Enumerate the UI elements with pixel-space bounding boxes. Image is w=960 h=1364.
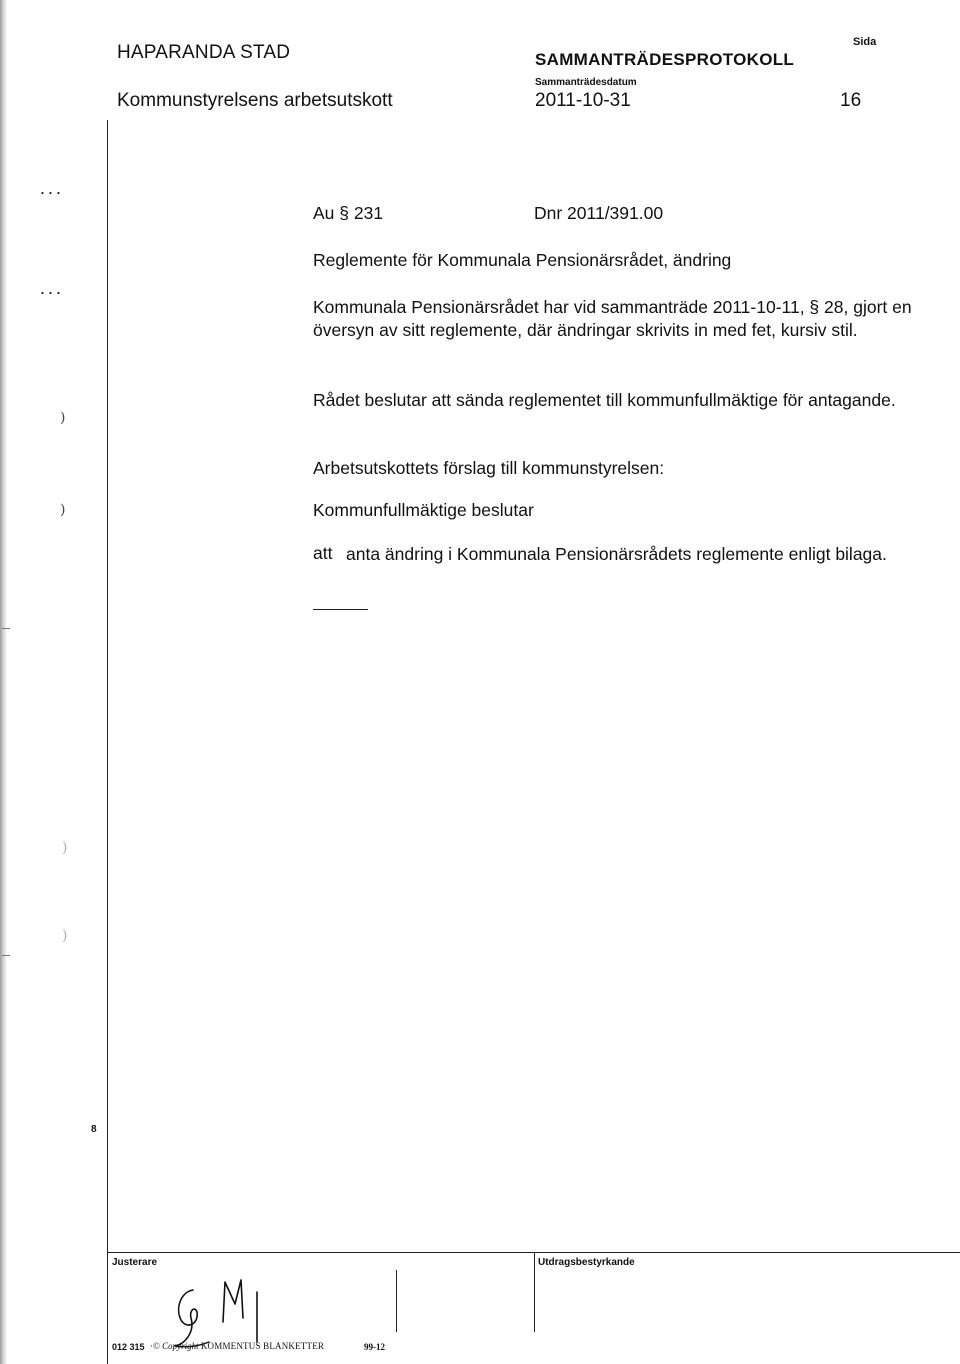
meeting-date: 2011-10-31 xyxy=(535,90,631,111)
case-title: Reglemente för Kommunala Pensionärsrådet, ändring xyxy=(313,250,732,270)
proposal-heading: Arbetsutskottets förslag till kommunstyrelsen: xyxy=(313,458,665,478)
margin-dots: ... xyxy=(40,178,65,198)
case-body-2: Rådet beslutar att sända reglementet till kommunfullmäktige för antagande. xyxy=(313,390,896,410)
document-type: SAMMANTRÄDESPROTOKOLL xyxy=(535,50,795,69)
scan-tick xyxy=(2,955,10,956)
date-label: Sammanträdesdatum xyxy=(535,77,637,88)
signature-initials xyxy=(165,1262,285,1352)
end-rule xyxy=(313,609,368,610)
page-number: 16 xyxy=(840,90,862,111)
decision-text: anta ändring i Kommunala Pensionärsrådets reglemente enligt bilaga. xyxy=(346,544,887,564)
decision-att: att xyxy=(313,543,333,563)
scan-edge xyxy=(0,0,7,1364)
form-version: 99-12 xyxy=(364,1342,385,1352)
margin-dots: ... xyxy=(40,278,65,298)
committee-name: Kommunstyrelsens arbetsutskott xyxy=(117,90,393,111)
punch-mark: ) xyxy=(60,410,66,426)
footer-divider xyxy=(534,1252,535,1332)
justerare-label: Justerare xyxy=(112,1257,158,1268)
copyright-icon: ·© xyxy=(150,1341,160,1351)
paragraph-number: Au § 231 xyxy=(313,203,384,223)
side-number: 8 xyxy=(91,1124,97,1135)
scan-tick xyxy=(2,628,10,629)
punch-mark: ) xyxy=(62,840,68,856)
utdrag-label: Utdragsbestyrkande xyxy=(538,1257,635,1268)
margin-rule xyxy=(107,120,108,1364)
copyright-line xyxy=(150,1341,324,1351)
diary-number: Dnr 2011/391.00 xyxy=(534,203,664,223)
decision-heading: Kommunfullmäktige beslutar xyxy=(313,500,534,520)
org-name: HAPARANDA STAD xyxy=(117,42,291,63)
case-body-1: Kommunala Pensionärsrådet har vid sammanträde 2011-10-11, § 28, gjort en översyn av sitt reglemente, där ändringar skrivits in med fet, kursiv stil. xyxy=(313,297,912,340)
punch-mark: ) xyxy=(62,928,68,944)
form-number: 012 315 xyxy=(112,1342,145,1352)
punch-mark: ) xyxy=(60,502,66,518)
signature-box-line xyxy=(396,1270,397,1332)
copyright-brand: KOMMENTUS BLANKETTER xyxy=(200,1341,325,1351)
page-label: Sida xyxy=(853,36,877,48)
copyright-prefix: Copyright xyxy=(162,1341,199,1351)
